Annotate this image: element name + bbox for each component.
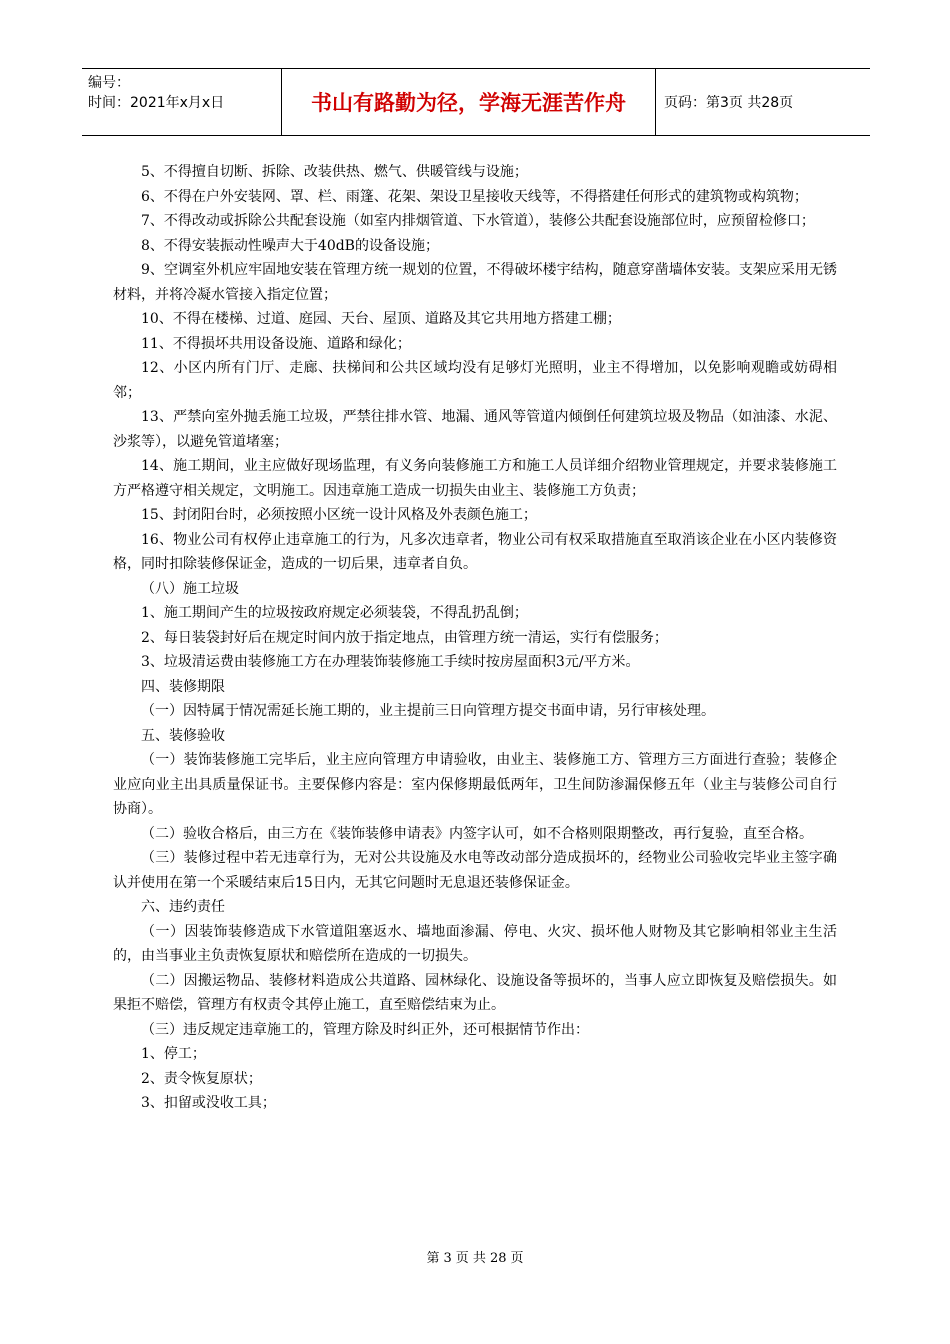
paragraph-item-11: 11、不得损坏共用设备设施、道路和绿化； — [141, 335, 411, 352]
document-body — [113, 160, 837, 1116]
paragraph-item-13: 13、严禁向室外抛丢施工垃圾，严禁往排水管、地漏、通风等管道内倾倒任何建筑垃圾及物品（如油漆、水泥、沙浆等），以避免管道堵塞； — [113, 409, 837, 450]
paragraph-item-7: 7、不得改动或拆除公共配套设施（如室内排烟管道、下水管道），装修公共配套设施部位时，应预留检修口； — [141, 213, 815, 229]
paragraph-liability-2: （二）因搬运物品、装修材料造成公共道路、园林绿化、设施设备等损坏的，当事人应立即恢复及赔偿损失。如果拒不赔偿，管理方有权责令其停止施工，直至赔偿结束为止。 — [113, 972, 837, 1013]
header-page-label: 页码：第3页 共28页 — [664, 95, 794, 111]
section-heading-renovation-period: 四、装修期限 — [141, 678, 225, 695]
footer-mid: 页 共 — [455, 1251, 486, 1266]
footer-total-pages: 28 — [489, 1251, 507, 1266]
paragraph-period-1: （一）因特属于情况需延长施工期的，业主提前三日向管理方提交书面申请，另行审核处理。 — [141, 703, 715, 719]
paragraph-item-15: 15、封闭阳台时，必须按照小区统一设计风格及外表颜色施工； — [141, 507, 537, 523]
paragraph-item-16: 16、物业公司有权停止违章施工的行为，凡多次违章者，物业公司有权采取措施直至取消该企业在小区内装修资格，同时扣除装修保证金，造成的一切后果，违章者自负。 — [113, 531, 837, 572]
paragraph-waste-3: 3、垃圾清运费由装修施工方在办理装饰装修施工手续时按房屋面积3元/平方米。 — [141, 654, 640, 670]
paragraph-waste-1: 1、施工期间产生的垃圾按政府规定必须装袋，不得乱扔乱倒； — [141, 605, 528, 621]
paragraph-item-12: 12、小区内所有门厅、走廊、扶梯间和公共区域均没有足够灯光照明，业主不得增加，以免影响观瞻或妨碍相邻； — [113, 360, 837, 401]
paragraph-liability-1: （一）因装饰装修造成下水管道阻塞返水、墙地面渗漏、停电、火灾、损坏他人财物及其它影响相邻业主生活的，由当事业主负责恢复原状和赔偿所在造成的一切损失。 — [113, 923, 837, 964]
header-motto: 书山有路勤为径，学海无涯苦作舟 — [282, 69, 656, 135]
paragraph-item-9: 9、空调室外机应牢固地安装在管理方统一规划的位置，不得破坏楼宇结构，随意穿凿墙体安装。支架应采用无锈材料，并将冷凝水管接入指定位置； — [113, 262, 837, 303]
paragraph-item-8: 8、不得安装振动性噪声大于40dB的设备设施； — [141, 237, 439, 254]
code-label: 编号： — [88, 75, 130, 91]
paragraph-item-6: 6、不得在户外安装网、罩、栏、雨篷、花架、架设卫星接收天线等，不得搭建任何形式的建筑物或构筑物； — [141, 188, 808, 205]
paragraph-item-10: 10、不得在楼梯、过道、庭园、天台、屋顶、道路及其它共用地方搭建工棚； — [141, 311, 621, 327]
paragraph-liability-3: （三）违反规定违章施工的，管理方除及时纠正外，还可根据情节作出： — [141, 1021, 589, 1038]
page-footer — [0, 1247, 950, 1266]
document-header — [82, 68, 870, 136]
paragraph-item-5: 5、不得擅自切断、拆除、改装供热、燃气、供暖管线与设施； — [141, 164, 528, 180]
footer-page-number: 3 — [443, 1251, 452, 1266]
paragraph-penalty-2: 2、责令恢复原状； — [141, 1070, 262, 1087]
paragraph-acceptance-3: （三）装修过程中若无违章行为，无对公共设施及水电等改动部分造成损坏的，经物业公司验收完毕业主签字确认并使用在第一个采暖结束后15日内，无其它问题时无息退还装修保证金。 — [113, 850, 837, 891]
paragraph-penalty-3: 3、扣留或没收工具； — [141, 1095, 276, 1111]
footer-prefix: 第 — [426, 1251, 440, 1266]
time-label: 时间：2021年x月x日 — [88, 95, 225, 111]
section-heading-liability: 六、违约责任 — [141, 899, 225, 915]
section-heading-acceptance: 五、装修验收 — [141, 727, 225, 744]
header-meta — [82, 69, 282, 135]
section-heading-construction-waste: （八）施工垃圾 — [141, 580, 239, 597]
paragraph-item-14: 14、施工期间，业主应做好现场监理，有义务向装修施工方和施工人员详细介绍物业管理规定，并要求装修施工方严格遵守相关规定，文明施工。因违章施工造成一切损失由业主、装修施工方负责； — [113, 458, 837, 499]
footer-suffix: 页 — [510, 1251, 524, 1266]
paragraph-acceptance-1: （一）装饰装修施工完毕后，业主应向管理方申请验收，由业主、装修施工方、管理方三方面进行查验；装修企业应向业主出具质量保证书。主要保修内容是：室内保修期最低两年，卫生间防渗漏保修五年（业主与装修公司自行协商）。 — [113, 752, 837, 817]
paragraph-penalty-1: 1、停工； — [141, 1046, 206, 1062]
paragraph-waste-2: 2、每日装袋封好后在规定时间内放于指定地点，由管理方统一清运，实行有偿服务； — [141, 629, 668, 646]
paragraph-acceptance-2: （二）验收合格后，由三方在《装饰装修申请表》内签字认可，如不合格则限期整改，再行复验，直至合格。 — [141, 825, 813, 842]
